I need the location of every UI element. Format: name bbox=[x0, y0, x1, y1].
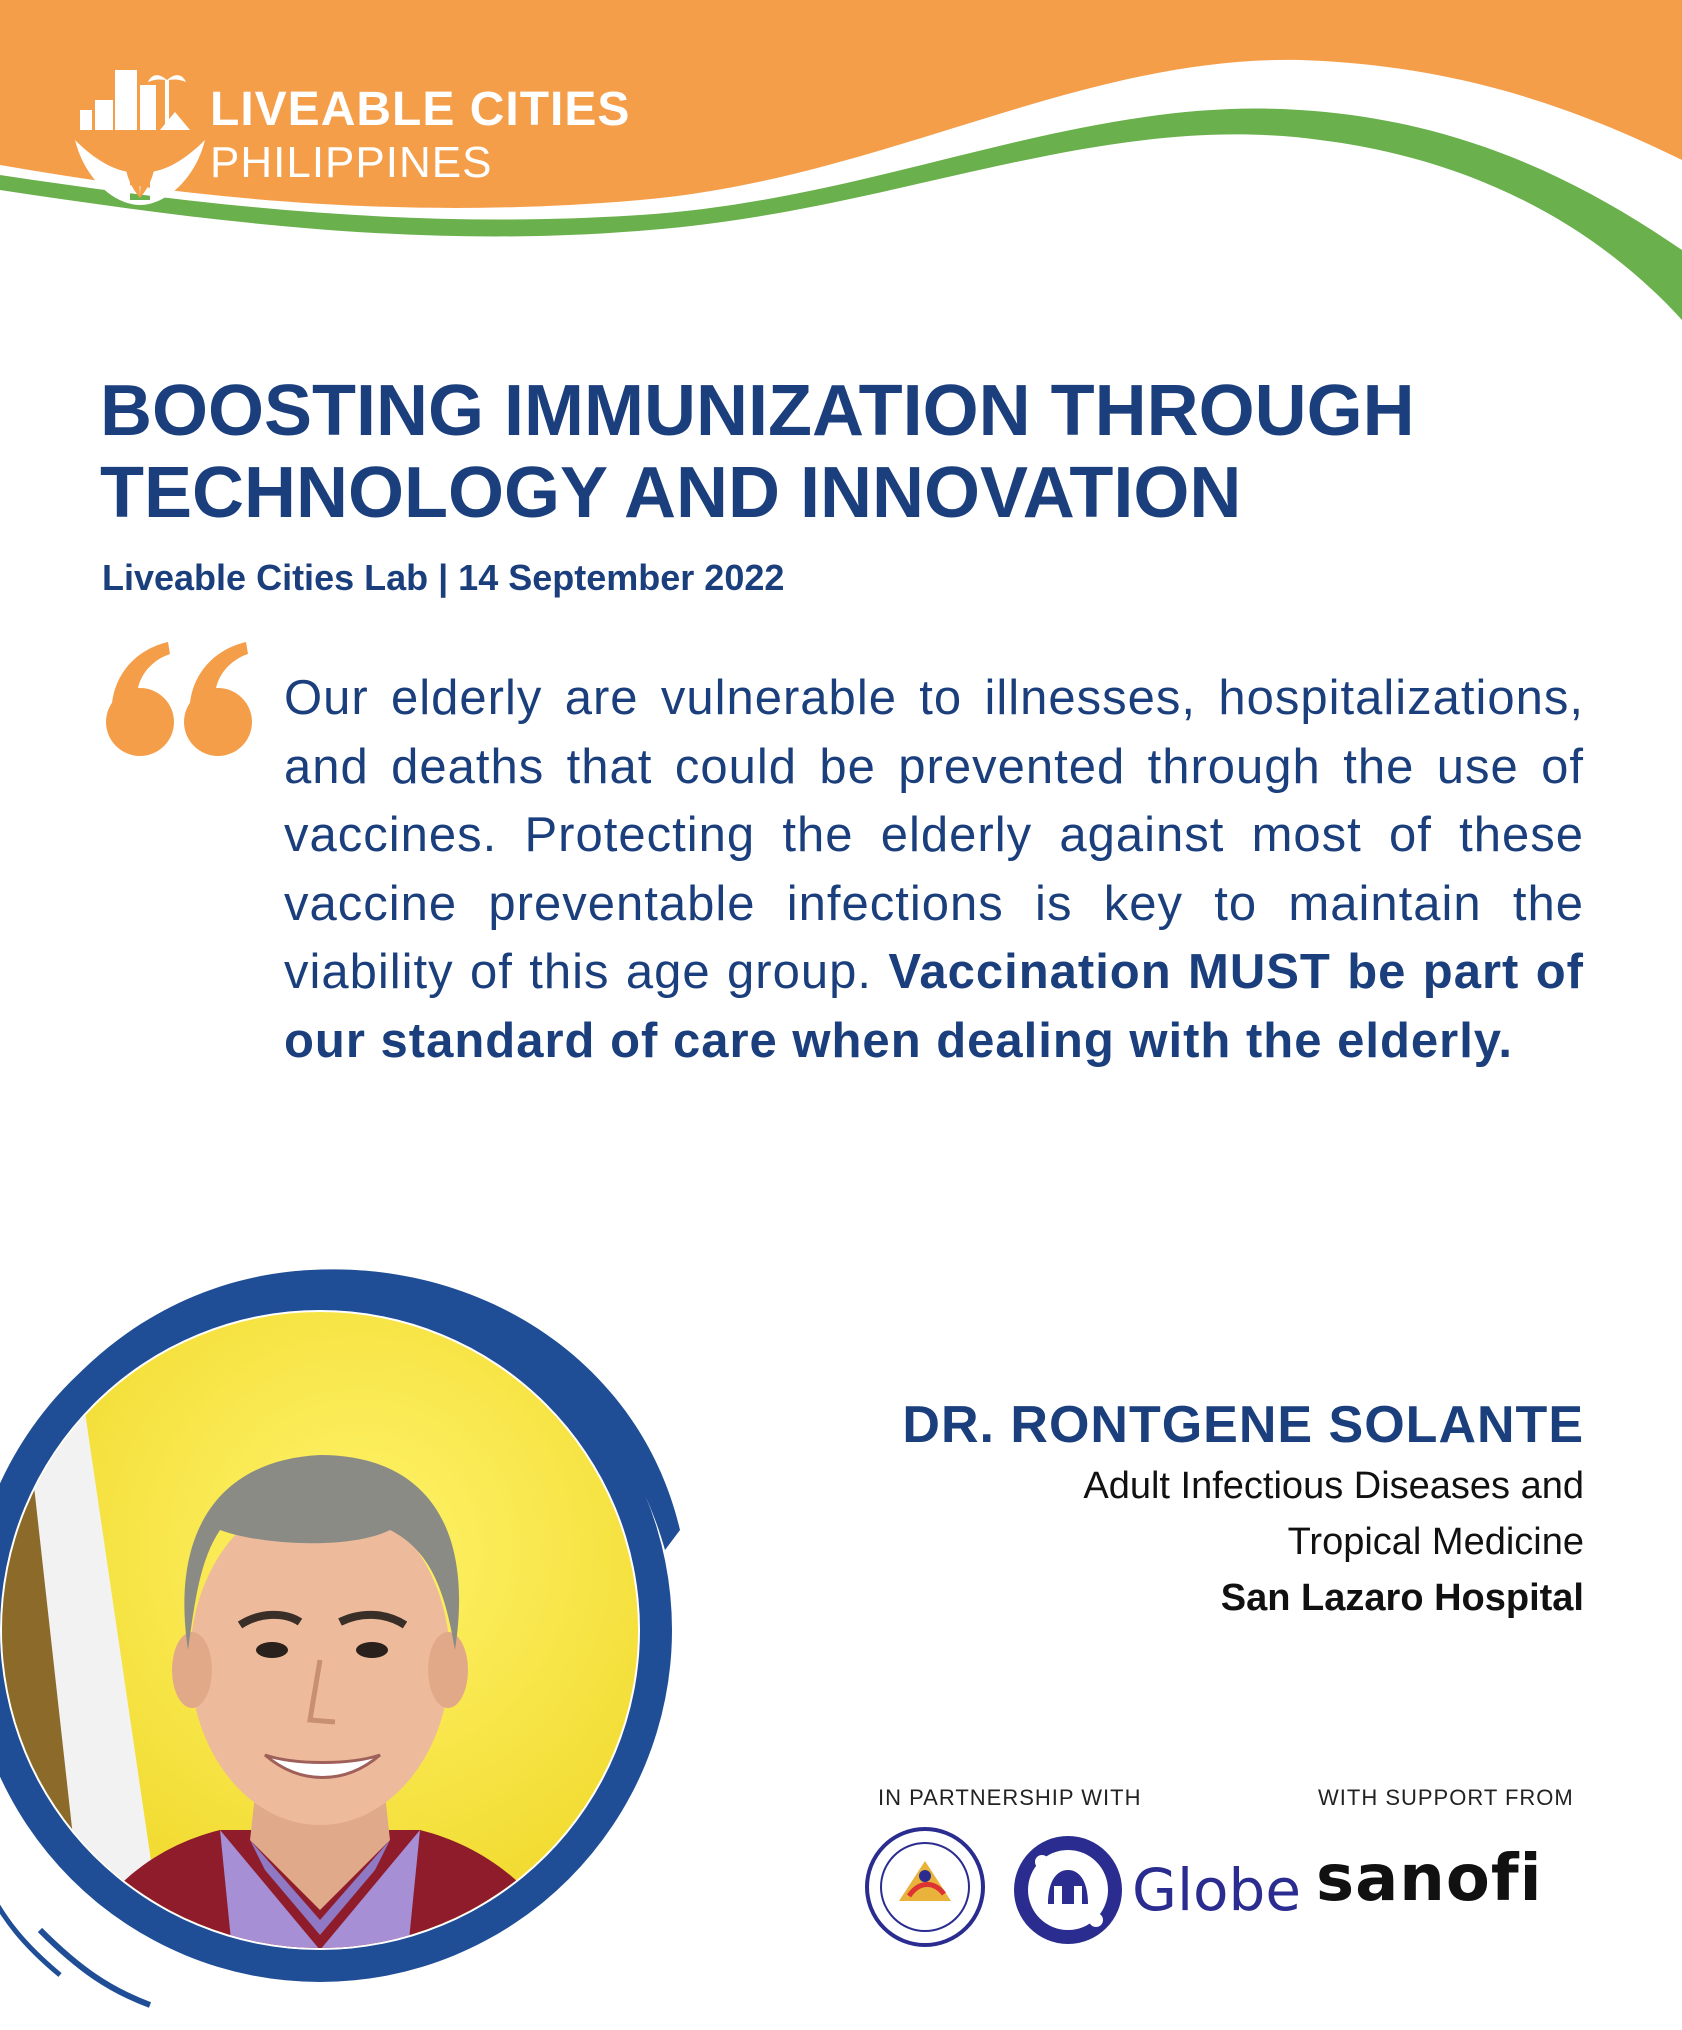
speaker-info bbox=[684, 1392, 1584, 1626]
brand-name-line2: PHILIPPINES bbox=[210, 138, 493, 187]
globe-logo bbox=[1012, 1830, 1302, 1950]
speaker-organization: San Lazaro Hospital bbox=[1220, 1577, 1584, 1619]
speaker-role-line1: Adult Infectious Diseases and bbox=[1083, 1465, 1584, 1507]
speaker-portrait bbox=[0, 1230, 720, 2030]
speaker-name: DR. RONTGENE SOLANTE bbox=[902, 1396, 1584, 1454]
globe-wordmark: Globe bbox=[1132, 1856, 1302, 1924]
sanofi-wordmark: sanofi bbox=[1316, 1842, 1543, 1916]
page-title: BOOSTING IMMUNIZATION THROUGH TECHNOLOGY AND INNOVATION bbox=[100, 371, 1415, 533]
city-hands-icon bbox=[70, 60, 210, 210]
event-subtitle: Liveable Cities Lab | 14 September 2022 bbox=[102, 557, 785, 598]
league-of-cities-seal-icon bbox=[864, 1826, 986, 1948]
brand-logo bbox=[70, 60, 630, 220]
partnership-label: IN PARTNERSHIP WITH bbox=[878, 1785, 1142, 1810]
sanofi-logo bbox=[1316, 1842, 1566, 1932]
speaker-role-line2: Tropical Medicine bbox=[1287, 1521, 1584, 1563]
speaker-quote bbox=[284, 664, 1584, 1075]
quote-mark-icon bbox=[98, 640, 258, 760]
quote-bold-text: Vaccination MUST be part of our standard of care when dealing with the elderly. bbox=[284, 945, 1584, 1068]
quote-regular-text: Our elderly are vulnerable to illnesses, hospitalizations, and deaths that could be prevented through the use of vaccines. Protecting the elderly against most of these vaccine preventable infections is key to maintain the viability of this age group. bbox=[284, 671, 1584, 999]
globe-icon bbox=[1012, 1834, 1124, 1946]
brand-name-line1: LIVEABLE CITIES bbox=[210, 83, 631, 136]
support-label: WITH SUPPORT FROM bbox=[1318, 1785, 1574, 1810]
